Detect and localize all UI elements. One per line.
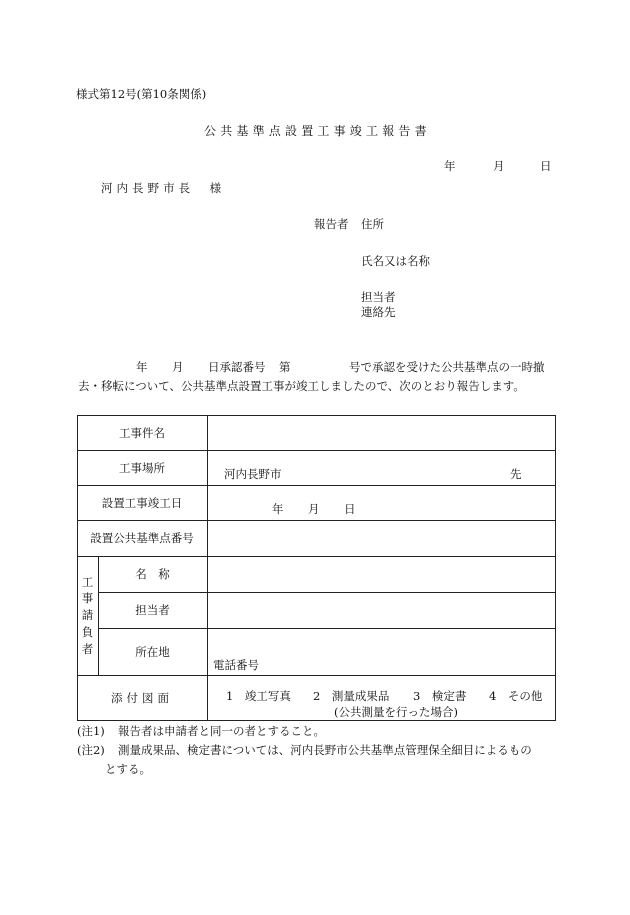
note-1-text: 報告者は申請者と同一の者とすること。 [118, 724, 325, 738]
date-year-label: 年 [444, 159, 456, 173]
date-month-label: 月 [493, 159, 505, 173]
reporter-contact-label: 連絡先 [361, 305, 396, 319]
completion-month: 月 [308, 502, 320, 516]
completion-date-label: 設置工事竣工日 [101, 495, 183, 510]
note-2-label: (注2) [77, 743, 105, 757]
reporter-label: 報告者 [314, 217, 349, 231]
work-site-suffix: 先 [510, 467, 522, 481]
addressee: 河内長野市長 様 [101, 181, 226, 195]
contractor-phone-label: 電話番号 [213, 658, 259, 672]
attachment-note: (公共測量を行った場合) [334, 705, 458, 719]
attachments-label: 添付図面 [110, 691, 174, 705]
body-year: 年 [136, 360, 148, 374]
work-site-city: 河内長野市 [224, 467, 282, 481]
work-name-label: 工事件名 [119, 425, 165, 440]
date-day-label: 日 [540, 159, 552, 173]
attachment-item-4: 4 その他 [489, 689, 543, 703]
note-2-text: 測量成果品、検定書については、河内長野市公共基準点管理保全細目によるもの [118, 743, 532, 757]
note-2-continuation: とする。 [105, 762, 151, 776]
attachment-item-3: 3 検定書 [413, 689, 467, 703]
form-number: 様式第12号(第10条関係) [76, 87, 207, 101]
body-dai: 第 [279, 360, 291, 374]
contractor-label: 工 事 請 負 者 [81, 574, 94, 656]
attachment-item-2: 2 測量成果品 [313, 689, 390, 703]
completion-day: 日 [344, 502, 356, 516]
body-line2: 去・移転について、公共基準点設置工事が竣工しましたので、次のとおり報告します。 [78, 379, 525, 393]
contractor-location-label: 所在地 [135, 644, 170, 659]
completion-year: 年 [272, 502, 284, 516]
contractor-name-label: 名 称 [135, 567, 170, 581]
note-1-label: (注1) [77, 724, 105, 738]
body-approval-number: 日承認番号 [208, 360, 266, 374]
work-site-label: 工事場所 [119, 460, 165, 475]
reporter-address-label: 住所 [361, 217, 384, 231]
reporter-person-label: 担当者 [361, 290, 396, 304]
contractor-person-label: 担当者 [135, 603, 170, 617]
point-number-label: 設置公共基準点番号 [90, 531, 194, 545]
body-line1-rest: 号で承認を受けた公共基準点の一時撤 [349, 360, 545, 374]
attachment-item-1: 1 竣工写真 [226, 689, 291, 703]
body-month: 月 [172, 360, 184, 374]
column-divider [207, 415, 208, 721]
reporter-name-label: 氏名又は名称 [361, 254, 430, 268]
document-title: 公共基準点設置工事竣工報告書 [204, 124, 431, 138]
